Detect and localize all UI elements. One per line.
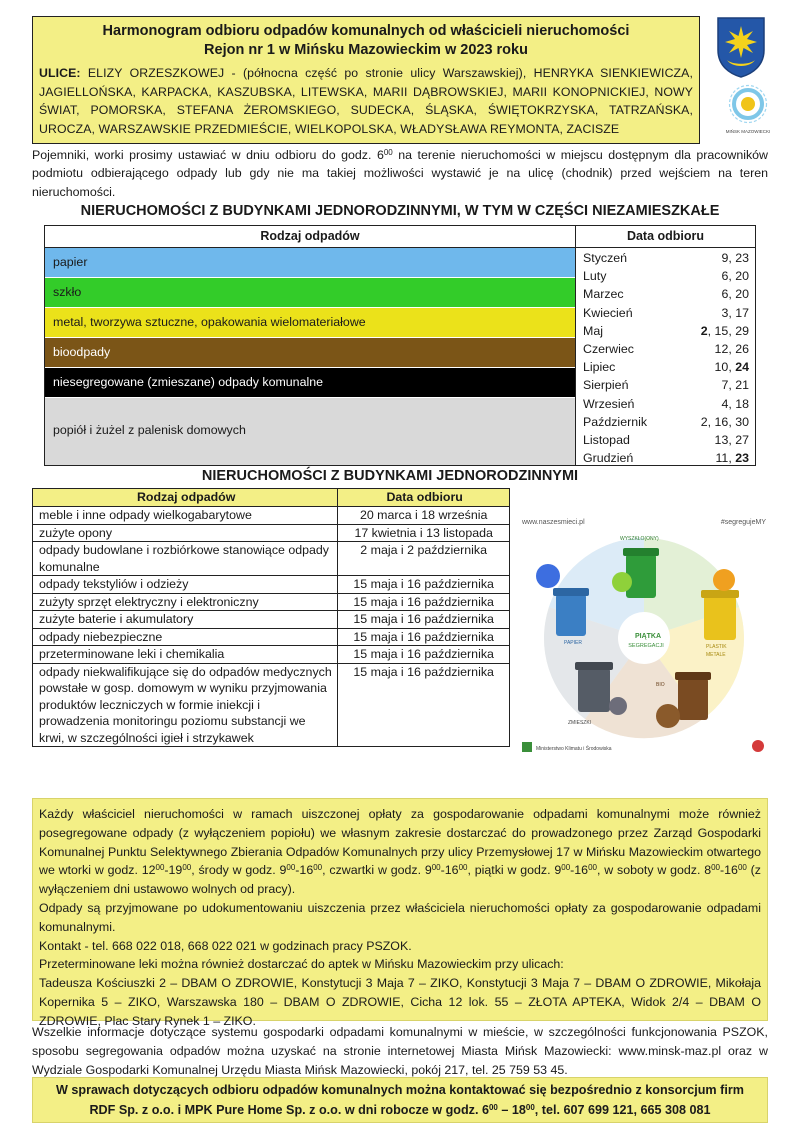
month-name: Sierpień: [583, 378, 629, 393]
waste-type-row: bioodpady: [45, 338, 575, 368]
bulky-waste-type: odpady niekwalifikujące się do odpadów medycznych powstałe w gosp. domowym w wyniku przyjmowania produktów leczniczych w formie iniekcji i prowadzenia monitoringu poziomu substancji we krwi, w szczególności igieł i strzykawek: [33, 663, 338, 747]
bulky-pickup-date: 15 maja i 16 października: [338, 576, 510, 594]
label-plastic: PLASTIK: [706, 644, 727, 650]
month-dates: 11, 23: [715, 451, 749, 466]
waste-type-row: popiół i żużel z palenisk domowych: [45, 398, 575, 465]
plastic-bin-icon: [701, 590, 739, 640]
month-name: Styczeń: [583, 251, 628, 265]
bulky-waste-type-header: Rodzaj odpadów: [33, 489, 338, 507]
month-dates: 2, 15, 29: [700, 323, 749, 338]
badge-caption: MIŃSK MAZOWIECKI: [726, 129, 770, 134]
info-paragraph-2: Odpady są przyjmowane po udokumentowaniu uiszczenia przez właściciela nieruchomości opłaty za gospodarowanie odpadami komunalnymi.: [39, 900, 761, 934]
month-dates: 12, 26: [714, 341, 749, 356]
month-row: [576, 358, 755, 376]
month-name: Październik: [583, 414, 648, 429]
mixed-character-icon: [609, 697, 627, 715]
month-row: [576, 322, 755, 340]
month-name: Wrzesień: [583, 396, 635, 411]
illustration-url: www.naszesmieci.pl: [522, 519, 585, 526]
glass-bin-icon: [623, 548, 659, 598]
bulky-waste-table: [32, 488, 510, 747]
month-dates: 10, 24: [714, 360, 749, 375]
month-dates: 7, 21: [721, 378, 749, 393]
header-box: [32, 16, 700, 144]
bulky-waste-type: odpady tekstyliów i odzieży: [33, 576, 338, 594]
month-name: Grudzień: [583, 451, 634, 466]
footer-line-1: W sprawach dotyczących odbioru odpadów komunalnych można kontaktować się bezpośrednio z konsorcjum firm: [56, 1083, 744, 1097]
label-paper: PAPIER: [564, 640, 582, 646]
month-row: [576, 304, 755, 322]
bulky-pickup-date: 15 maja i 16 października: [338, 628, 510, 646]
bulky-table-row: [33, 576, 510, 594]
bulky-table-row: [33, 524, 510, 542]
month-name: Listopad: [583, 432, 630, 447]
waste-type-row: niesegregowane (zmieszane) odpady komunalne: [45, 368, 575, 398]
month-row: [576, 449, 755, 467]
waste-type-column: [45, 226, 576, 465]
title-line-2: Rejon nr 1 w Mińsku Mazowieckim w 2023 roku: [204, 42, 528, 58]
info-pharmacy-intro: Przeterminowane leki można również dostarczać do aptek w Mińsku Mazowieckim przy ulicach:: [39, 957, 564, 972]
pickup-date-column: [576, 226, 755, 465]
bulky-pickup-date: 15 maja i 16 października: [338, 646, 510, 664]
bulky-date-header: Data odbioru: [338, 489, 510, 507]
intro-text: Pojemniki, worki prosimy ustawiać w dniu odbioru do godz. $6^{00}$ na terenie nieruchomości w miejscu dostępnym dla pracowników podmiotu odbierającego odpady lub gdy nie ma takiej możliwości wystawić je na ulicę (chodnik) przed wejściem na teren nieruchomości.: [32, 148, 769, 199]
outro-text: Wszelkie informacje dotyczące systemu gospodarki odpadami komunalnymi w mieście, w szczególności funkcjonowania PSZOK, sposobu segregowania odpadów można uzyskać na stronie internetowej Miasta Mińsk Mazowiecki: www.minsk-maz.pl oraz w Wydziale Gospodarki Komunalnej Urzędu Miasta Mińsk Mazowiecki, pokój 217, tel. 25 759 53 45.: [32, 1025, 768, 1077]
section1-title: NIERUCHOMOŚCI Z BUDYNKAMI JEDNORODZINNYMI, W TYM W CZĘŚCI NIEZAMIESZKAŁE: [80, 203, 720, 219]
pickup-date-header: Data odbioru: [576, 226, 755, 248]
bulky-pickup-date: 15 maja i 16 października: [338, 593, 510, 611]
month-row: [576, 376, 755, 394]
bulky-pickup-date: 15 maja i 16 października: [338, 611, 510, 629]
segregation-illustration: [518, 510, 770, 760]
footer-line-2: RDF Sp. z o.o. i MPK Pure Home Sp. z o.o. w dni robocze w godz. $6^{00} - 18^{00}$, tel. 607 699 121, 665 308 081: [89, 1102, 711, 1117]
month-row: [576, 431, 755, 449]
month-dates: 3, 17: [721, 305, 749, 320]
month-row: [576, 249, 755, 267]
info-paragraph-1: Każdy właściciel nieruchomości w ramach uiszczonej opłaty za gospodarowanie odpadami komunalnymi może również posegregowane odpady (z wyłączeniem popiołu) we własnym zakresie dostarczać do prowadzonego przez Zarząd Gospodarki Komunalnej Punktu Selektywnego Zbierania Odpadów Komunalnych przy ulicy Przemysłowej 17 w Mińsku Mazowieckim otwartego we wtorki w godz. $12^{00}-19^{00}$, środy w godz. $9^{00}-16^{00}$, czwartki w godz. $9^{00}-16^{00}$, piątki w godz. $9^{00}-16^{00}$, w soboty w godz. $8^{00}-16^{00}$ (z wyłączeniem dni ustawowo wolnych od pracy).: [39, 807, 761, 897]
bulky-table-row: [33, 628, 510, 646]
illustration-hashtag: #segregujeMY: [720, 519, 766, 526]
waste-type-row: szkło: [45, 278, 575, 308]
bulky-pickup-date: 20 marca i 18 września: [338, 507, 510, 525]
month-row: [576, 285, 755, 303]
month-row: [576, 395, 755, 413]
month-dates: 4, 18: [721, 396, 749, 411]
ministry-name: Ministerstwo Klimatu i Środowiska: [536, 746, 612, 752]
streets-list: [39, 64, 693, 138]
bulky-waste-type: odpady budowlane i rozbiórkowe stanowiące odpady komunalne: [33, 542, 338, 576]
bulky-table-row: [33, 542, 510, 576]
city-badge-icon: [726, 84, 770, 138]
label-glass: WYSZKŁO(ONY): [620, 536, 659, 542]
mixed-bin-icon: [575, 662, 613, 712]
month-dates: 2, 16, 30: [700, 414, 749, 429]
illustration-center-line2: SEGREGACJI: [628, 643, 664, 649]
bulky-table-row: [33, 507, 510, 525]
month-dates: 6, 20: [721, 287, 749, 302]
streets-label: ULICE:: [39, 66, 81, 80]
month-name: Kwiecień: [583, 305, 633, 320]
pszok-info-box: [32, 798, 768, 1028]
bio-bin-icon: [675, 672, 711, 720]
bulky-pickup-date: 15 maja i 16 października: [338, 663, 510, 747]
waste-type-row: papier: [45, 248, 575, 278]
info-contact: Kontakt - tel. 668 022 018, 668 022 021 w godzinach pracy PSZOK.: [39, 938, 412, 953]
paper-character-icon: [536, 564, 560, 588]
month-row: [576, 413, 755, 431]
ministry-logo-icon: [522, 742, 532, 752]
streets-text: ELIZY ORZESZKOWEJ - (północna część po stronie ulicy Warszawskiej), HENRYKA SIENKIEWICZA, JAGIELLOŃSKA, KARPACKA, KASZUBSKA, LITEWSKA, MARII DĄBROWSKIEJ, MARII KONOPNICKIEJ, NOWY ŚWIAT, POMORSKA, STEFANA ŻEROMSKIEGO, SUDECKA, ŚLĄSKA, ŚWIĘTOKRZYSKA, TATRZAŃSKA, UROCZA, WARSZAWSKIE PRZEDMIEŚCIE, WIELKOPOLSKA, WŁADYSŁAWA REYMONTA, ZACISZE: [39, 66, 693, 136]
paper-bin-icon: [553, 588, 589, 636]
bulky-table-row: [33, 646, 510, 664]
bulky-pickup-date: 17 kwietnia i 13 listopada: [338, 524, 510, 542]
partner-logo-icon: [752, 740, 764, 752]
bulky-table-row: [33, 611, 510, 629]
label-bio: BIO: [656, 682, 665, 688]
month-row: [576, 267, 755, 285]
schedule-table: [44, 225, 756, 466]
bulky-waste-type: meble i inne odpady wielkogabarytowe: [33, 507, 338, 525]
title-line-1: Harmonogram odbioru odpadów komunalnych od właścicieli nieruchomości: [102, 23, 630, 39]
month-name: Maj: [583, 323, 603, 338]
month-name: Lipiec: [583, 360, 616, 375]
month-dates: 9, 23: [721, 251, 749, 265]
label-mixed: ZMIESZKI: [568, 720, 592, 726]
month-dates: 6, 20: [721, 269, 749, 284]
month-name: Czerwiec: [583, 341, 634, 356]
city-crest-icon: [716, 16, 766, 78]
info-pharmacy-list: Tadeusza Kościuszki 2 – DBAM O ZDROWIE, Konstytucji 3 Maja 7 – ZIKO, Konstytucji 3 Maja 7 – DBAM O ZDROWIE, Mikołaja Kopernika 5 – ZIKO, Warszawska 180 – DBAM O ZDROWIE, Cicha 12 lok. 55 – ZŁOTA APTEKA, Widok 2/4 – DBAM O ZDROWIE, Plac Stary Rynek 1 – ZIKO.: [39, 976, 761, 1028]
month-dates: 13, 27: [714, 432, 749, 447]
bulky-table-row: [33, 593, 510, 611]
glass-character-icon: [612, 572, 632, 592]
section2-title: NIERUCHOMOŚCI Z BUDYNKAMI JEDNORODZINNYMI: [201, 468, 579, 484]
plastic-character-icon: [713, 569, 735, 591]
bulky-waste-type: zużyte opony: [33, 524, 338, 542]
month-name: Luty: [583, 269, 607, 284]
illustration-center-line1: PIĄTKA: [634, 633, 662, 640]
bulky-waste-type: zużyte baterie i akumulatory: [33, 611, 338, 629]
label-metal: METALE: [706, 652, 726, 658]
bio-character-icon: [656, 704, 680, 728]
waste-type-header: Rodzaj odpadów: [45, 226, 575, 248]
waste-type-row: metal, tworzywa sztuczne, opakowania wielomateriałowe: [45, 308, 575, 338]
bulky-waste-type: przeterminowane leki i chemikalia: [33, 646, 338, 664]
footer-box: [32, 1077, 768, 1123]
month-row: [576, 340, 755, 358]
bulky-waste-type: odpady niebezpieczne: [33, 628, 338, 646]
bulky-pickup-date: 2 maja i 2 października: [338, 542, 510, 576]
bulky-waste-type: zużyty sprzęt elektryczny i elektroniczny: [33, 593, 338, 611]
bulky-table-row: [33, 663, 510, 747]
month-name: Marzec: [583, 287, 624, 302]
